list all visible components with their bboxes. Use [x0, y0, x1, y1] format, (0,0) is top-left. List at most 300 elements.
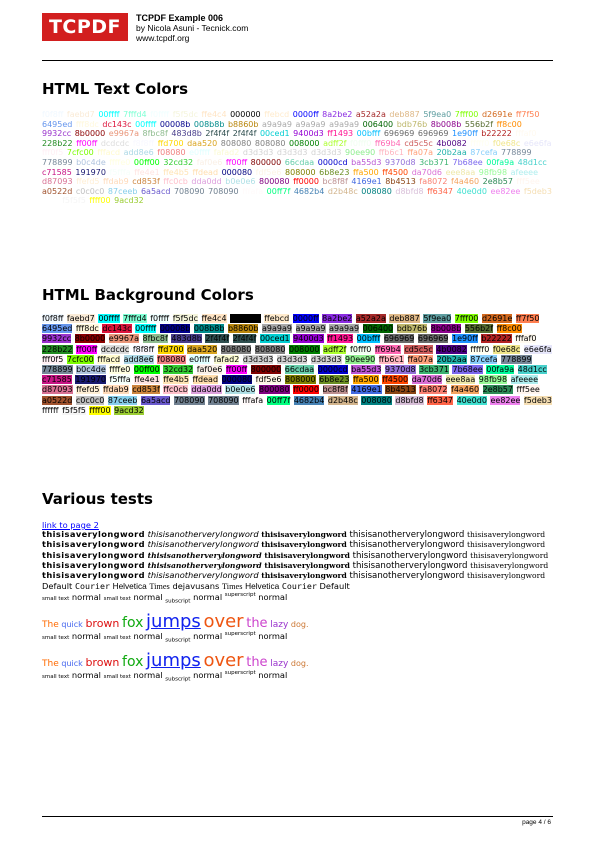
tests-heading: Various tests [42, 490, 153, 508]
bg-color-sample: fff8dc [75, 324, 99, 334]
bg-color-sample: 8a2be2 [322, 314, 353, 323]
logo-text: TCPDF [48, 16, 122, 38]
bg-color-sample: 8b0000 [74, 334, 106, 344]
text-color-sample: faf0e6 [196, 157, 223, 167]
bg-color-sample: ffb6c1 [378, 354, 404, 364]
bg-color-sample: faf0e6 [196, 365, 223, 375]
bg-color-sample: 9400d3 [293, 334, 324, 344]
bg-color-sample: deb887 [389, 314, 420, 323]
bg-color-sample: fafad2 [213, 354, 240, 364]
bg-color-sample: dda0dd [191, 385, 222, 395]
text-color-sample: 9400d3 [293, 129, 324, 139]
text-color-sample: eee8aa [445, 167, 476, 177]
bg-color-sample: ff1493 [327, 334, 354, 344]
bg-color-sample: da70d6 [411, 375, 443, 385]
sizes-line: small text normal small text normal $_{subscript}$ normal $^{superscript}$ normal [42, 592, 288, 605]
text-color-sample: 7b68ee [452, 157, 483, 167]
text-color-sample: ba55d3 [351, 157, 382, 167]
bg-color-sample: 00ff00 [133, 365, 160, 375]
text-color-sample: 9acd32 [114, 196, 144, 206]
text-color-sample: d3d3d3 [310, 148, 342, 158]
bg-color-sample: 191970 [75, 375, 106, 385]
bg-color-sample: dcdcdc [100, 344, 130, 354]
bg-color-sample: d2691e [481, 314, 513, 323]
bg-color-sample: e6e6fa [523, 344, 552, 354]
text-color-sample: ff69b4 [374, 138, 401, 148]
text-color-sample: 008000 [288, 138, 320, 148]
text-color-sample: 00ff00 [133, 157, 160, 167]
bg-color-sample: d2b48c [327, 395, 358, 405]
bg-color-sample: ff6347 [427, 395, 454, 405]
text-color-sample: c71585 [42, 167, 72, 177]
text-color-sample: 00ffff [135, 119, 157, 129]
text-color-sample: fffff0 [470, 138, 490, 148]
text-color-sample: afeeee [510, 167, 538, 177]
text-color-sample: 87cefa [470, 148, 498, 158]
text-color-sample: 8fbc8f [142, 129, 168, 139]
text-color-sample: a9a9a9 [262, 119, 292, 129]
bg-color-sample: 4169e1 [351, 385, 382, 395]
text-color-sample: f5deb3 [523, 186, 552, 196]
bg-color-sample: 708090 [173, 395, 205, 405]
text-color-sample: ff0000 [293, 177, 319, 187]
text-color-sample: 66cdaa [284, 157, 315, 167]
text-color-sample: 800080 [259, 177, 290, 187]
text-color-sample: f5f5dc [172, 110, 198, 119]
bg-color-sample: f0e68c [492, 344, 521, 354]
text-colors-block [42, 110, 554, 206]
text-color-sample: e6e6fa [523, 138, 552, 148]
text-color-sample: 3cb371 [419, 157, 449, 167]
text-color-sample: 483d8b [171, 129, 202, 139]
bg-color-sample: e0ffff [189, 354, 211, 364]
bg-color-sample: d3d3d3 [276, 354, 308, 364]
bg-color-sample: fff5ee [516, 385, 540, 395]
text-color-sample: 00ff7f [266, 186, 291, 196]
text-color-sample: fff0f5 [42, 148, 64, 158]
text-color-sample: 556b2f [464, 119, 494, 129]
link-page-2[interactable]: link to page 2 [42, 520, 99, 530]
bg-color-sample: 00008b [159, 324, 191, 334]
bg-color-sample: d87093 [42, 385, 73, 395]
text-color-sample: 87ceeb [107, 186, 138, 196]
text-color-sample: ffebcd [264, 110, 290, 119]
bg-color-sample: 5f9ea0 [423, 314, 452, 323]
text-color-sample: 0000ff [292, 110, 319, 119]
bg-color-sample: ffd700 [157, 344, 184, 354]
text-color-sample: dc143c [102, 119, 132, 129]
bg-color-sample: ff00ff [225, 365, 248, 375]
bg-color-sample: e9967a [108, 334, 139, 344]
bg-color-sample: ffebcd [264, 314, 290, 323]
text-color-sample: cd853f [132, 177, 160, 187]
bg-color-sample: f5f5dc [172, 314, 198, 323]
text-color-sample: 778899 [501, 148, 532, 158]
colored-sentence-1: The quick brown fox jumps over the lazy dog. [42, 611, 309, 633]
bg-color-sample: f5f5f5 [62, 405, 86, 415]
bg-color-sample: 808080 [254, 344, 286, 354]
header-byline: by Nicola Asuni - Tecnick.com [136, 23, 249, 33]
text-color-sample: 4682b4 [293, 186, 325, 196]
bg-color-sample: fffaf0 [515, 334, 537, 344]
bg-color-sample: 0000ff [292, 314, 319, 323]
text-color-sample: faebd7 [66, 110, 95, 119]
text-color-sample: ee82ee [490, 186, 521, 196]
sizes-line-2: small text normal small text normal $_{subscript}$ normal $^{superscript}$ normal [42, 631, 288, 644]
text-color-sample: ffe4c4 [201, 110, 227, 119]
text-color-sample: adff2f [323, 138, 347, 148]
text-color-sample: ffe4b5 [163, 167, 189, 177]
bg-color-sample: ffc0cb [163, 385, 188, 395]
bg-color-sample: f4a460 [451, 385, 480, 395]
text-color-sample: cd5c5c [404, 138, 433, 148]
bg-color-sample: ffffff [42, 405, 59, 415]
text-color-sample: f0e68c [492, 138, 521, 148]
header-title: TCPDF Example 006 [136, 13, 224, 23]
text-color-sample: f0f8ff [42, 110, 64, 119]
bg-color-sample: fdf5e6 [255, 375, 282, 385]
bg-colors-heading: HTML Background Colors [42, 286, 254, 304]
bg-color-sample: fffacd [97, 354, 121, 364]
text-color-sample: 20b2aa [436, 148, 467, 158]
text-color-sample: 7fffd4 [123, 110, 147, 119]
text-color-sample: 808000 [285, 167, 316, 177]
text-color-sample: 2f4f4f [205, 129, 230, 139]
bg-color-sample: d3d3d3 [242, 354, 274, 364]
bg-color-sample: ffe4b5 [163, 375, 189, 385]
text-color-sample: 778899 [42, 157, 73, 167]
text-color-sample: fff5ee [516, 177, 540, 187]
text-color-sample: 8a2be2 [322, 110, 353, 119]
text-color-sample: add8e6 [123, 148, 154, 158]
bg-color-sample: f8f8ff [132, 344, 155, 354]
text-color-sample: fa8072 [419, 177, 448, 187]
bg-color-sample: 48d1cc [517, 365, 547, 375]
bg-color-sample: b0c4de [76, 365, 106, 375]
text-color-sample: ffdead [192, 167, 219, 177]
bg-color-sample: b0e0e6 [225, 385, 256, 395]
bg-color-sample: 808000 [285, 375, 316, 385]
bg-color-sample: fa8072 [419, 385, 448, 395]
text-color-sample: 4b0082 [436, 138, 467, 148]
text-color-sample: 708090 [173, 186, 205, 196]
bg-color-sample: cd5c5c [404, 344, 433, 354]
text-color-sample: 00ced1 [259, 129, 290, 139]
bg-color-sample: ff7f50 [515, 314, 540, 323]
text-color-sample: 40e0d0 [456, 186, 487, 196]
text-color-sample: b0e0e6 [225, 177, 256, 187]
bg-color-sample: 00bfff [356, 334, 381, 344]
bg-color-sample: ffe4e1 [134, 375, 160, 385]
text-color-sample: 696969 [417, 129, 449, 139]
text-color-sample: d2691e [481, 110, 513, 119]
bg-color-sample: a0522d [42, 395, 73, 405]
text-color-sample: ffe4e1 [134, 167, 160, 177]
bg-color-sample: ffdead [192, 375, 219, 385]
bg-color-sample: f5deb3 [523, 395, 552, 405]
tests-block [42, 521, 554, 685]
bg-color-sample: 66cdaa [284, 365, 315, 375]
text-color-sample: 6495ed [42, 119, 73, 129]
bg-color-sample: b8860b [227, 324, 259, 334]
fonts-line: Default Courier Helvetica Times dejavusans Times Helvetica Courier Default [42, 581, 350, 592]
bg-color-sample: ff0000 [293, 385, 319, 395]
bg-color-sample: ff8c00 [496, 324, 522, 334]
bg-color-sample: 6b8e23 [319, 375, 350, 385]
text-color-sample: ffb6c1 [378, 148, 404, 158]
text-color-sample: e9967a [108, 129, 139, 139]
bg-color-sample: 006400 [362, 324, 394, 334]
text-color-sample: 4169e1 [351, 177, 382, 187]
bg-color-sample: 778899 [501, 354, 532, 364]
bg-color-sample: c71585 [42, 375, 72, 385]
bg-color-sample: 7b68ee [452, 365, 483, 375]
text-color-sample: a0522d [42, 186, 73, 196]
text-color-sample: 1e90ff [452, 129, 478, 139]
bg-color-sample: ffdab9 [103, 385, 129, 395]
text-color-sample: bc8f8f [322, 177, 348, 187]
text-color-sample: b22222 [481, 129, 512, 139]
bg-color-sample: 98fb98 [478, 375, 508, 385]
text-color-sample: fffafa [242, 186, 264, 196]
text-color-sample: da70d6 [411, 167, 443, 177]
text-color-sample: ff6347 [427, 186, 454, 196]
bg-color-sample: ffa500 [353, 375, 379, 385]
sizes-line-3: small text normal small text normal $_{subscript}$ normal $^{superscript}$ normal [42, 669, 288, 683]
text-color-sample: ffffe0 [109, 157, 131, 167]
text-color-sample: 98fb98 [478, 167, 508, 177]
text-color-sample: ffa07a [407, 148, 434, 158]
text-color-sample: 8b008b [430, 119, 462, 129]
text-color-sample: f5f5f5 [62, 196, 86, 206]
text-color-sample: 8b0000 [74, 129, 106, 139]
text-color-sample: f0ffff [150, 110, 170, 119]
text-color-sample: 9932cc [42, 129, 72, 139]
bg-color-sample: ff00ff [76, 344, 98, 354]
bg-color-sample: 9acd32 [114, 405, 144, 415]
bg-color-sample: afeeee [510, 375, 538, 385]
bg-color-sample: 3cb371 [419, 365, 449, 375]
text-color-sample: ffdab9 [103, 177, 129, 187]
text-color-sample: 808080 [220, 138, 252, 148]
bg-color-sample: 708090 [208, 395, 239, 405]
text-color-sample: 90ee90 [345, 148, 376, 158]
text-color-sample: 696969 [383, 129, 415, 139]
bg-color-sample: 008b8b [193, 324, 225, 334]
bg-color-sample: 7fff00 [454, 314, 479, 323]
bg-color-sample: 0000cd [317, 365, 348, 375]
text-color-sample: 48d1cc [517, 157, 547, 167]
bg-color-sample: 8b008b [430, 324, 462, 334]
bg-color-sample: fffff0 [470, 344, 490, 354]
text-color-sample: 191970 [75, 167, 106, 177]
page-number: page 4 / 6 [522, 819, 551, 826]
bg-color-sample: ffa07a [407, 354, 434, 364]
bg-color-sample: b22222 [481, 334, 512, 344]
text-color-sample: fffaf0 [515, 129, 537, 139]
text-color-sample: f8f8ff [132, 138, 155, 148]
bg-color-sample: c0c0c0 [75, 395, 105, 405]
bg-color-sample: 778899 [42, 365, 73, 375]
bg-color-sample: 9370d8 [385, 365, 416, 375]
text-color-sample: 9370d8 [385, 157, 416, 167]
bg-color-sample: 4b0082 [436, 344, 467, 354]
text-color-sample: 6a5acd [140, 186, 171, 196]
text-color-sample: f08080 [157, 148, 186, 158]
text-color-sample: 008b8b [193, 119, 225, 129]
bg-color-sample: ffefd5 [76, 385, 100, 395]
text-color-sample: b8860b [227, 119, 259, 129]
bg-color-sample: f08080 [157, 354, 186, 364]
bg-color-sample: add8e6 [123, 354, 154, 364]
bg-color-sample: eee8aa [445, 375, 476, 385]
text-color-sample: 000000 [230, 110, 261, 119]
text-color-sample: 7fff00 [454, 110, 479, 119]
text-color-sample: bdb76b [396, 119, 428, 129]
bg-color-sample: ff4500 [382, 375, 409, 385]
bg-color-sample: fff0f5 [42, 354, 64, 364]
bg-color-sample: 00fa9a [486, 365, 515, 375]
text-color-sample: dcdcdc [100, 138, 130, 148]
text-color-sample: 32cd32 [163, 157, 194, 167]
bg-color-sample: a9a9a9 [262, 324, 292, 334]
text-color-sample: fff8dc [75, 119, 99, 129]
bg-color-sample: 6a5acd [140, 395, 171, 405]
bg-color-sample: 2f4f4f [205, 334, 230, 344]
bg-color-sample: a9a9a9 [329, 324, 360, 334]
footer-rule [42, 816, 553, 817]
bg-colors-block [42, 314, 554, 416]
bg-color-sample: 696969 [383, 334, 415, 344]
bg-color-sample: faebd7 [66, 314, 95, 323]
text-color-sample: ff8c00 [496, 119, 522, 129]
long-words-paragraph: thisisaverylongword thisisanotherverylongword thisisaverylongword thisisanotherverylongword thisisaverylongword thisisaverylongword thisisanotherverylongword thisisaverylongword thisisanotherverylongword thisisaverylongword thisisaverylongword thisisanotherverylongword thisisaverylongword thisisanotherverylongword thisisaverylongword thisisaverylongword thisisanotherverylongword thisisaverylongword thisisanotherverylongword thisisaverylongword thisisaverylongword thisisanotherverylongword thisisaverylongword thisisanotherverylongword thisisaverylongword [42, 529, 549, 582]
text-color-sample: 006400 [362, 119, 394, 129]
header-url: www.tcpdf.org [136, 33, 190, 43]
text-color-sample: 800000 [250, 157, 282, 167]
tcpdf-logo [42, 13, 128, 41]
text-color-sample: ff4500 [382, 167, 409, 177]
bg-color-sample: 32cd32 [163, 365, 194, 375]
text-color-sample: ffffff [42, 196, 59, 206]
bg-color-sample: 9932cc [42, 334, 72, 344]
bg-color-sample: 000080 [221, 375, 253, 385]
text-color-sample: deb887 [389, 110, 420, 119]
text-color-sample: c0c0c0 [75, 186, 105, 196]
bg-color-sample: 008000 [288, 344, 320, 354]
bg-color-sample: 2e8b57 [482, 385, 513, 395]
text-color-sample: 00bfff [356, 129, 381, 139]
text-color-sample: ffd700 [157, 138, 184, 148]
text-color-sample: ff00ff [76, 138, 98, 148]
bg-color-sample: 90ee90 [345, 354, 376, 364]
bg-color-sample: a52a2a [355, 314, 386, 323]
text-color-sample: f5fffa [109, 167, 131, 177]
text-color-sample: ffc0cb [163, 177, 188, 187]
text-color-sample: f0fff0 [350, 138, 372, 148]
text-color-sample: ffff00 [89, 196, 111, 206]
bg-color-sample: 6495ed [42, 324, 73, 334]
text-color-sample: d87093 [42, 177, 73, 187]
bg-color-sample: d3d3d3 [310, 354, 342, 364]
text-color-sample: e0ffff [189, 148, 211, 158]
bg-color-sample: ee82ee [490, 395, 521, 405]
bg-color-sample: 00ced1 [259, 334, 290, 344]
text-color-sample: 000080 [221, 167, 253, 177]
bg-color-sample: 808080 [220, 344, 252, 354]
text-colors-heading: HTML Text Colors [42, 80, 189, 98]
bg-color-sample: 000000 [230, 314, 261, 323]
text-color-sample: ffa500 [353, 167, 379, 177]
text-color-sample: 5f9ea0 [423, 110, 452, 119]
text-color-sample: 808080 [254, 138, 286, 148]
header-text [136, 13, 248, 43]
text-color-sample: 008080 [361, 186, 392, 196]
text-color-sample: daa520 [187, 138, 218, 148]
bg-color-sample: 800000 [250, 365, 282, 375]
bg-color-sample: 1e90ff [452, 334, 478, 344]
text-color-sample: ffefd5 [76, 177, 100, 187]
bg-color-sample: 00ff7f [266, 395, 291, 405]
bg-color-sample: ff69b4 [374, 344, 401, 354]
text-color-sample: a52a2a [355, 110, 386, 119]
text-color-sample: d8bfd8 [395, 186, 424, 196]
bg-color-sample: fffafa [242, 395, 264, 405]
text-color-sample: 7cfc00 [66, 148, 94, 158]
text-color-sample: d3d3d3 [276, 148, 308, 158]
bg-color-sample: 696969 [417, 334, 449, 344]
text-color-sample: fffacd [97, 148, 121, 158]
text-color-sample: a9a9a9 [329, 119, 360, 129]
bg-color-sample: 800080 [259, 385, 290, 395]
bg-color-sample: f0fff0 [350, 344, 372, 354]
bg-color-sample: 20b2aa [436, 354, 467, 364]
text-color-sample: fdf5e6 [255, 167, 282, 177]
bg-color-sample: 228b22 [42, 344, 73, 354]
bg-color-sample: bc8f8f [322, 385, 348, 395]
bg-color-sample: bdb76b [396, 324, 428, 334]
text-color-sample: ff00ff [225, 157, 248, 167]
bg-color-sample: f0f8ff [42, 314, 64, 323]
bg-color-sample: ba55d3 [351, 365, 382, 375]
bg-color-sample: 483d8b [171, 334, 202, 344]
bg-color-sample: dc143c [102, 324, 132, 334]
text-color-sample: d3d3d3 [242, 148, 274, 158]
text-color-sample: 6b8e23 [319, 167, 350, 177]
text-color-sample: fafad2 [213, 148, 240, 158]
bg-color-sample: 7cfc00 [66, 354, 94, 364]
bg-color-sample: 2f4f4f [232, 334, 257, 344]
text-color-sample: 0000cd [317, 157, 348, 167]
header-rule [42, 60, 553, 61]
bg-color-sample: 40e0d0 [456, 395, 487, 405]
bg-color-sample: d8bfd8 [395, 395, 424, 405]
bg-color-sample: 87cefa [470, 354, 498, 364]
bg-color-sample: 4682b4 [293, 395, 325, 405]
text-color-sample: 2f4f4f [232, 129, 257, 139]
text-color-sample: d2b48c [327, 186, 358, 196]
text-color-sample: 00ffff [98, 110, 120, 119]
bg-color-sample: 00ffff [135, 324, 157, 334]
text-color-sample: 708090 [208, 186, 239, 196]
bg-color-sample: 7fffd4 [123, 314, 147, 323]
bg-color-sample: ffffe0 [109, 365, 131, 375]
text-color-sample: dda0dd [191, 177, 222, 187]
bg-color-sample: 00ffff [98, 314, 120, 323]
bg-color-sample: 87ceeb [107, 395, 138, 405]
text-color-sample: 00fa9a [486, 157, 515, 167]
text-color-sample: ff1493 [327, 129, 354, 139]
